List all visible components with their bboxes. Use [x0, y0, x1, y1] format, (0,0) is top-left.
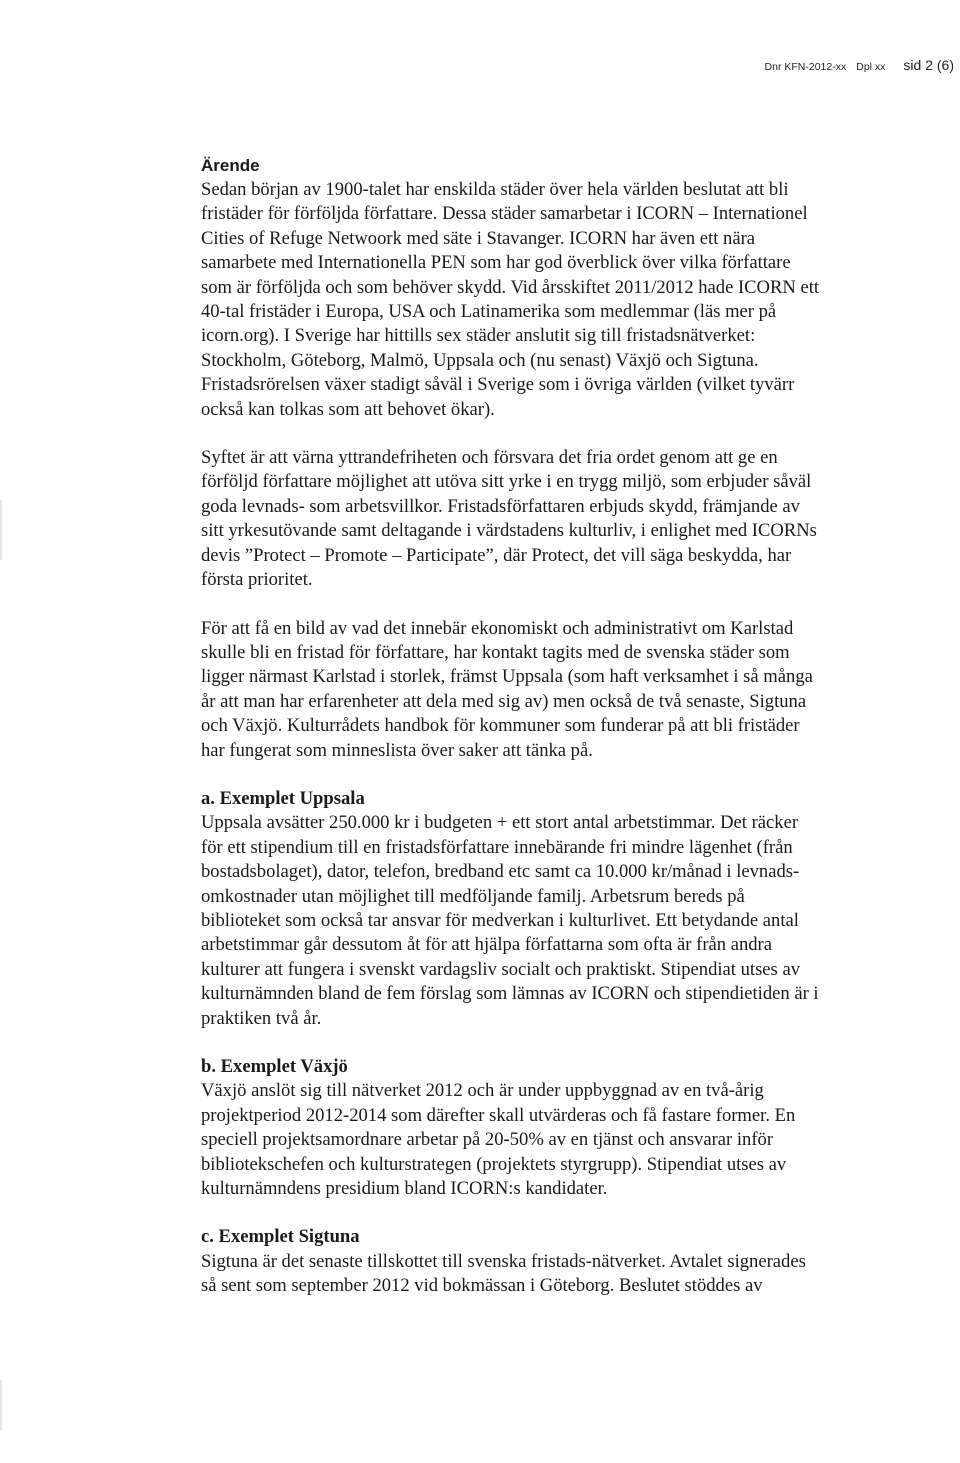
- text-line: kulturnämndens presidium bland ICORN:s kandidater.: [201, 1178, 608, 1200]
- document-body: [201, 154, 851, 1299]
- text-line: år att man har erfarenheter att dela med sig av) men också de två senaste, Sigtuna: [201, 690, 807, 712]
- section-heading-uppsala: a. Exemplet Uppsala: [201, 787, 365, 809]
- text-line: bibliotekschefen och kulturstrategen (projektets styrgrupp). Stipendiat utses av: [201, 1153, 787, 1175]
- text-line: 40-tal fristäder i Europa, USA och Latinamerika som medlemmar (läs mer på: [201, 301, 777, 323]
- scan-margin-mark: [0, 1380, 2, 1430]
- page-number: sid 2 (6): [903, 57, 954, 73]
- text-line: omkostnader utan möjlighet till medföljande familj. Arbetsrum bereds på: [201, 885, 745, 907]
- text-line: Syftet är att värna yttrandefriheten och försvara det fria ordet genom att ge en: [201, 447, 778, 469]
- text-line: kulturnämnden bland de fem förslag som lämnas av ICORN och stipendietiden är i: [201, 983, 819, 1005]
- text-line: har fungerat som minneslista över saker att tänka på.: [201, 739, 593, 761]
- text-line: också kan tolkas som att behovet ökar).: [201, 398, 495, 420]
- text-line: som är förföljda och som behöver skydd. Vid årsskiftet 2011/2012 hade ICORN ett: [201, 276, 820, 298]
- text-line: förföljd författare möjlighet att utöva sitt yrke i en trygg miljö, som erbjuder såväl: [201, 471, 812, 493]
- paragraph-bild: [201, 617, 851, 763]
- paragraph-uppsala: [201, 811, 851, 1031]
- paragraph-vaxjo: [201, 1079, 851, 1201]
- text-line: fristäder för förföljda författare. Dessa städer samarbetar i ICORN – Internationel: [201, 203, 808, 225]
- section-heading-vaxjo: b. Exemplet Växjö: [201, 1056, 348, 1077]
- section-heading-arende: Ärende: [201, 156, 260, 175]
- text-line: Fristadsrörelsen växer stadigt såväl i Sverige som i övriga världen (vilket tyvärr: [201, 374, 795, 396]
- section-heading-sigtuna: c. Exemplet Sigtuna: [201, 1226, 360, 1248]
- text-line: och Växjö. Kulturrådets handbok för kommuner som funderar på att bli fristäder: [201, 715, 800, 737]
- text-line: För att få en bild av vad det innebär ekonomiskt och administrativt om Karlstad: [201, 617, 794, 639]
- text-line: så sent som september 2012 vid bokmässan i Göteborg. Beslutet stöddes av: [201, 1275, 763, 1297]
- scan-margin-mark: [0, 500, 2, 560]
- text-line: praktiken två år.: [201, 1007, 322, 1029]
- text-line: för ett stipendium till en fristadsförfattare innebärande fri mindre lägenhet (från: [201, 836, 793, 858]
- dpl-number: Dpl xx: [856, 61, 886, 73]
- text-line: arbetstimmar går dessutom åt för att hjälpa författarna som ofta är från andra: [201, 934, 773, 956]
- text-line: devis ”Protect – Promote – Participate”, där Protect, det vill säga beskydda, har: [201, 544, 792, 566]
- text-line: Sigtuna är det senaste tillskottet till svenska fristads-nätverket. Avtalet signerades: [201, 1250, 806, 1272]
- text-line: projektperiod 2012-2014 som därefter skall utvärderas och få fastare former. En: [201, 1104, 796, 1126]
- text-line: första prioritet.: [201, 569, 313, 591]
- paragraph-sigtuna: [201, 1250, 851, 1299]
- text-line: sitt yrkesutövande samt deltagande i värdstadens kulturliv, i enlighet med ICORNs: [201, 520, 817, 542]
- text-line: Stockholm, Göteborg, Malmö, Uppsala och (nu senast) Växjö och Sigtuna.: [201, 349, 759, 371]
- page-header: [765, 57, 954, 75]
- diary-number: Dnr KFN-2012-xx: [764, 61, 847, 73]
- text-line: Växjö anslöt sig till nätverket 2012 och är under uppbyggnad av en två-årig: [201, 1080, 764, 1102]
- text-line: kulturer att fungera i svenskt vardagsliv socialt och praktiskt. Stipendiat utses av: [201, 958, 800, 980]
- text-line: ligger närmast Karlstad i storlek, främst Uppsala (som haft verksamhet i så många: [201, 666, 813, 688]
- paragraph-arende: [201, 178, 851, 422]
- text-line: speciell projektsamordnare arbetar på 20-50% av en tjänst och ansvarar inför: [201, 1129, 774, 1151]
- text-line: samarbete med Internationella PEN som har god överblick över vilka författare: [201, 252, 791, 274]
- text-line: biblioteket som också tar ansvar för medverkan i kulturlivet. Ett betydande antal: [201, 909, 799, 931]
- text-line: icorn.org). I Sverige har hittills sex städer anslutit sig till fristadsnätverket:: [201, 325, 756, 347]
- text-line: Uppsala avsätter 250.000 kr i budgeten + ett stort antal arbetstimmar. Det räcker: [201, 812, 799, 834]
- text-line: bostadsbolaget), dator, telefon, bredband etc samt ca 10.000 kr/månad i levnads-: [201, 861, 800, 883]
- text-line: Sedan början av 1900-talet har enskilda städer över hela världen beslutat att bli: [201, 179, 789, 200]
- text-line: goda levnads- som arbetsvillkor. Fristadsförfattaren erbjuds skydd, främjande av: [201, 495, 800, 517]
- text-line: skulle bli en fristad för författare, har kontakt tagits med de svenska städer som: [201, 641, 790, 663]
- text-line: Cities of Refuge Netwoork med säte i Stavanger. ICORN har även ett nära: [201, 227, 756, 249]
- paragraph-syftet: [201, 446, 851, 592]
